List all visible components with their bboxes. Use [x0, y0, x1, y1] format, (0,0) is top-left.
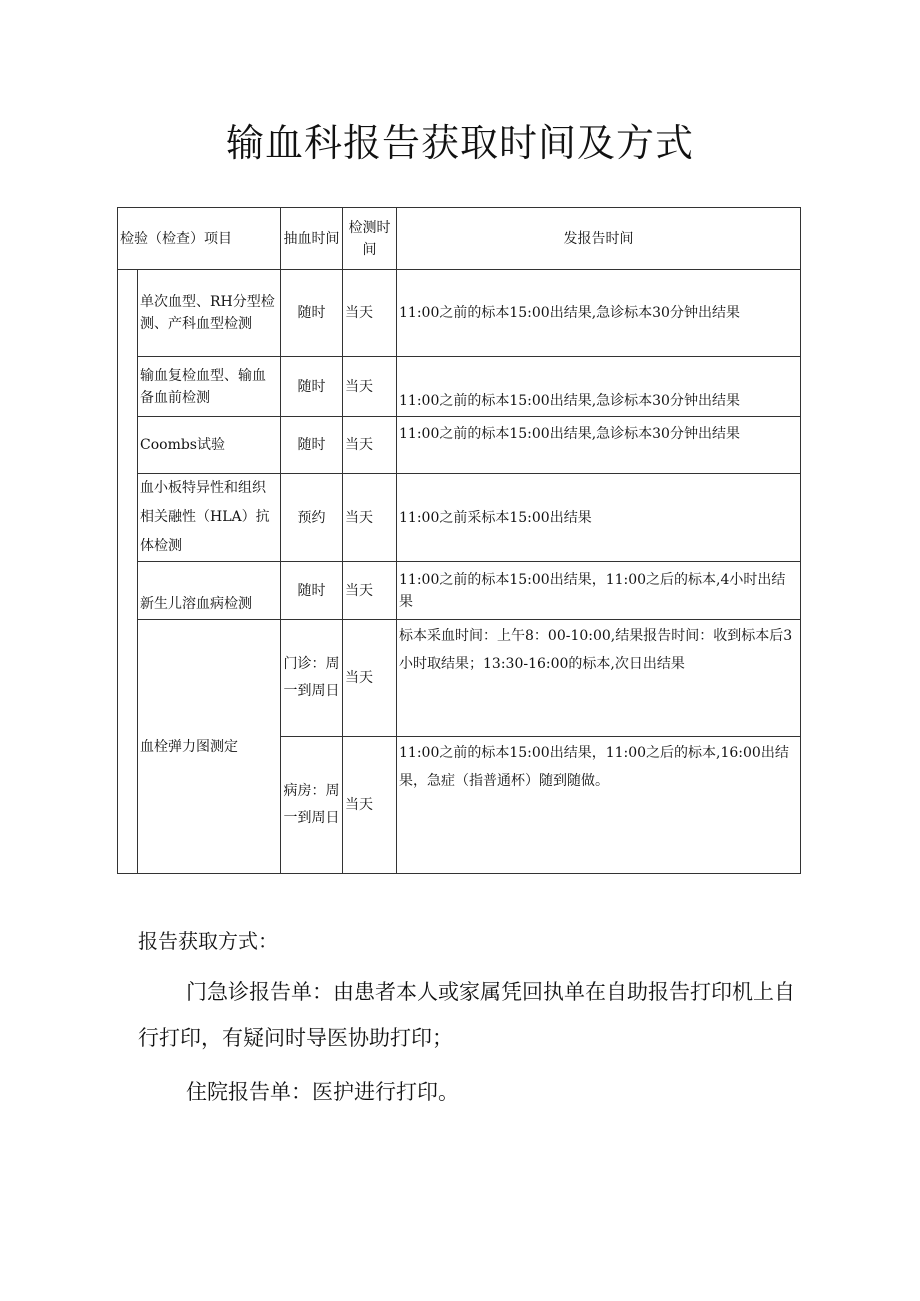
table-row — [118, 474, 801, 562]
report-time-table — [117, 207, 801, 874]
row-item: Coombs试验 — [138, 417, 281, 474]
table-row — [118, 357, 801, 417]
row-test: 当天 — [343, 562, 397, 620]
header-item: 检验（检查）项目 — [118, 208, 281, 270]
header-test-time: 检测时间 — [343, 208, 397, 270]
outpatient-report-paragraph: 门急诊报告单：由患者本人或家属凭回执单在自助报告打印机上自行打印，有疑问时导医协助打印； — [138, 980, 795, 1050]
report-method-title: 报告获取方式： — [138, 929, 278, 953]
row-test: 当天 — [343, 417, 397, 474]
row-item: 单次血型、RH分型检测、产科血型检测 — [138, 270, 281, 357]
inpatient-report-paragraph: 住院报告单：医护进行打印。 — [186, 1080, 459, 1104]
row-draw: 预约 — [281, 474, 343, 562]
row-item: 新生儿溶血病检测 — [138, 562, 281, 620]
table-row — [118, 562, 801, 620]
teg-outpatient-draw: 门诊：周一到周日 — [281, 620, 343, 737]
row-test: 当天 — [343, 270, 397, 357]
row-item: 血小板特异性和组织相关融性（HLA）抗体检测 — [138, 474, 281, 562]
row-report: 11:00之前的标本15:00出结果,急诊标本30分钟出结果 — [397, 270, 801, 357]
left-blank-column — [118, 270, 138, 874]
row-item: 输血复检血型、输血备血前检测 — [138, 357, 281, 417]
row-draw: 随时 — [281, 417, 343, 474]
teg-item: 血栓弹力图测定 — [138, 620, 281, 874]
row-draw: 随时 — [281, 562, 343, 620]
teg-outpatient-row — [118, 620, 801, 737]
table-row — [118, 270, 801, 357]
row-test: 当天 — [343, 357, 397, 417]
row-test: 当天 — [343, 474, 397, 562]
header-report-time: 发报告时间 — [397, 208, 801, 270]
teg-ward-report: 11:00之前的标本15:00出结果，11:00之后的标本,16:00出结果，急症（指普通杯）随到随做。 — [397, 737, 801, 874]
row-report: 11:00之前采标本15:00出结果 — [397, 474, 801, 562]
table-header-row — [118, 208, 801, 270]
row-draw: 随时 — [281, 357, 343, 417]
row-report: 11:00之前的标本15:00出结果,急诊标本30分钟出结果 — [397, 357, 801, 417]
teg-ward-draw: 病房：周一到周日 — [281, 737, 343, 874]
row-report: 11:00之前的标本15:00出结果，11:00之后的标本,4小时出结果 — [397, 562, 801, 620]
table-row — [118, 417, 801, 474]
page-title: 输血科报告获取时间及方式 — [225, 121, 694, 165]
teg-ward-test: 当天 — [343, 737, 397, 874]
row-report: 11:00之前的标本15:00出结果,急诊标本30分钟出结果 — [397, 417, 801, 474]
teg-outpatient-report: 标本采血时间：上午8：00-10:00,结果报告时间：收到标本后3小时取结果；13:30-16:00的标本,次日出结果 — [397, 620, 801, 737]
teg-outpatient-test: 当天 — [343, 620, 397, 737]
header-draw-time: 抽血时间 — [281, 208, 343, 270]
row-draw: 随时 — [281, 270, 343, 357]
